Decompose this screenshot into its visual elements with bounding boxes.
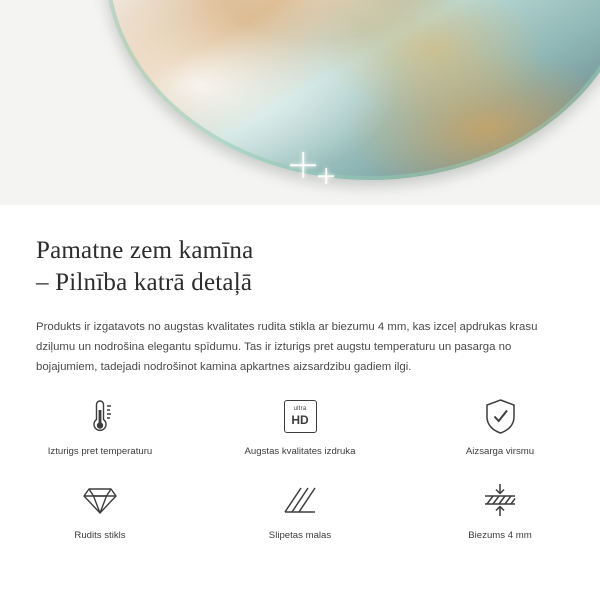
feature-label: Izturigs pret temperaturu bbox=[47, 446, 153, 457]
shield-check-icon bbox=[484, 396, 517, 436]
feature-label: Rudits stikls bbox=[74, 530, 126, 541]
description-paragraph: Produkts ir izgatavots no augstas kvalitates rudita stikla ar biezumu 4 mm, kas izceļ apdrukas krasu dziļumu un nodrošina elegantu spīdumu. Tas ir izturigs pret augstu temperaturu un pasarga no bojajumiem, tadejadi nodrošinot kamina apkartnes aizsardzibu gadiem ilgi. bbox=[36, 321, 538, 373]
page-title bbox=[0, 205, 600, 299]
feature-label: Augstas kvalitates izdruka bbox=[244, 446, 356, 457]
thickness-arrows-icon bbox=[482, 480, 518, 520]
feature-item bbox=[200, 476, 400, 546]
feature-item bbox=[400, 476, 600, 546]
feature-item bbox=[200, 392, 400, 462]
diamond-icon bbox=[81, 480, 119, 520]
headline-line-2: – Pilnība katrā detaļā bbox=[36, 269, 253, 296]
polished-edges-icon bbox=[281, 480, 319, 520]
feature-item bbox=[0, 392, 200, 462]
feature-label: Slipetas malas bbox=[268, 530, 332, 541]
text-content bbox=[0, 205, 600, 377]
ultra-hd-icon bbox=[284, 396, 317, 436]
feature-label: Aizsarga virsmu bbox=[465, 446, 535, 457]
feature-item bbox=[0, 476, 200, 546]
ultra-hd-badge-bottom: HD bbox=[291, 412, 309, 427]
headline-line-1: Pamatne zem kamīna bbox=[36, 237, 254, 264]
feature-item bbox=[400, 392, 600, 462]
ultra-hd-badge-top: ultra bbox=[293, 405, 307, 413]
thermometer-icon bbox=[83, 396, 117, 436]
hero-image bbox=[0, 0, 600, 205]
feature-label: Biezums 4 mm bbox=[468, 530, 532, 541]
feature-grid bbox=[0, 392, 600, 546]
round-glass-panel bbox=[105, 0, 600, 180]
